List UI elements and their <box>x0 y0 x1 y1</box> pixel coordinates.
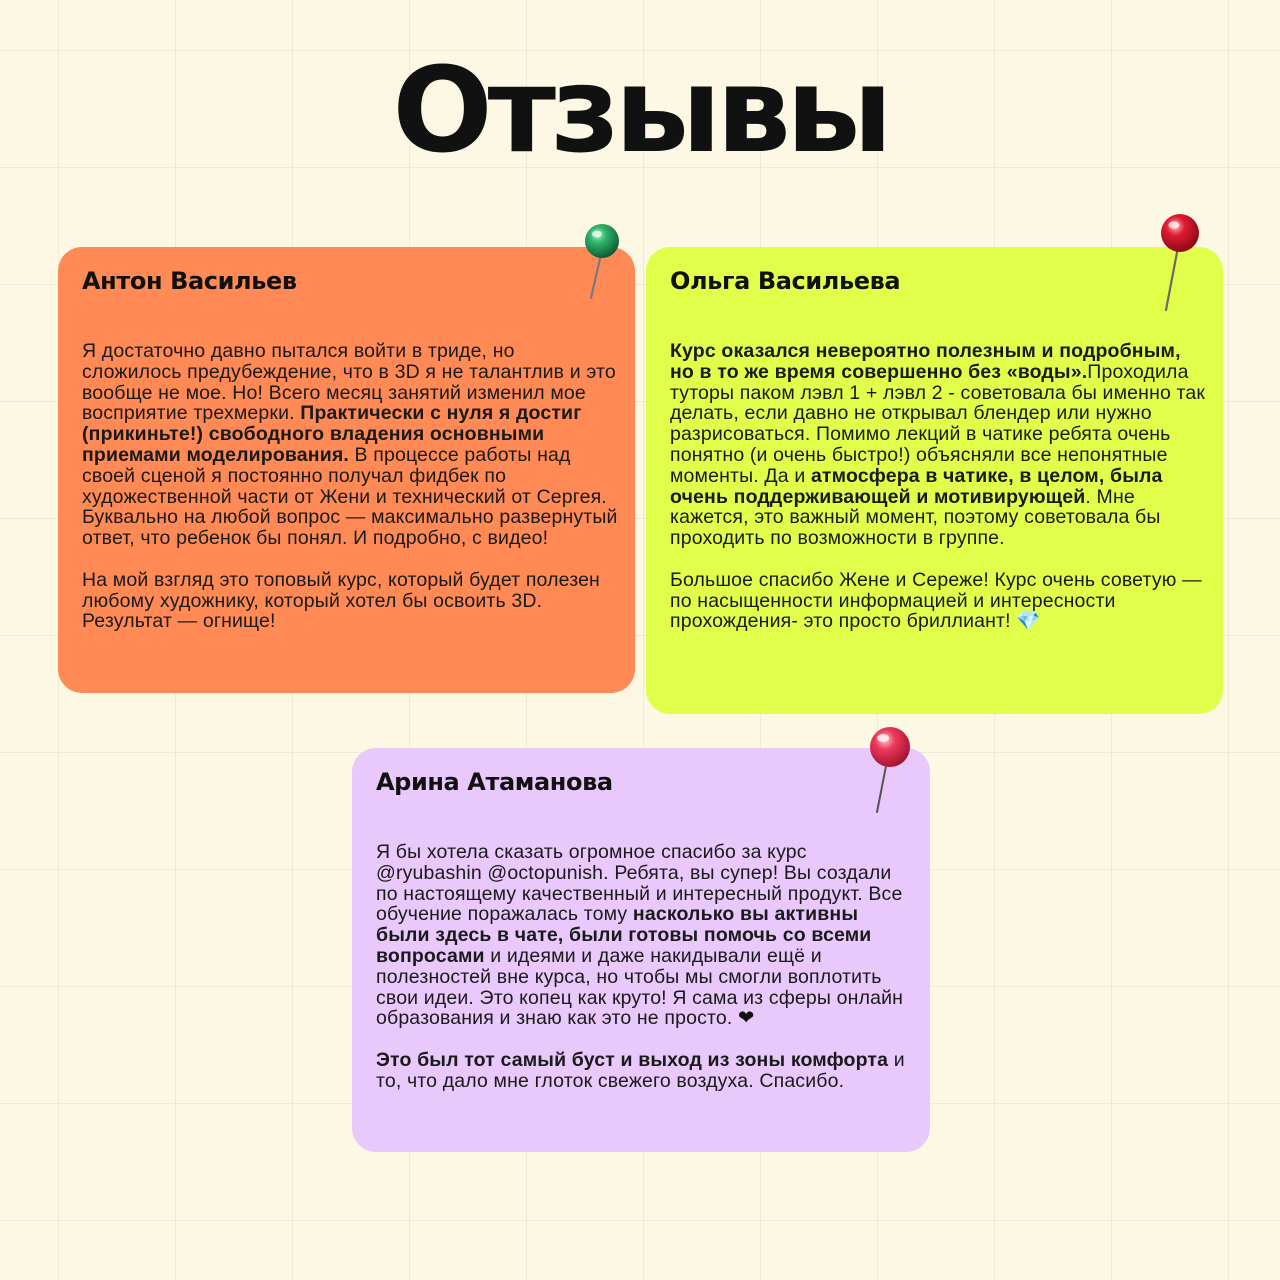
review-paragraph <box>82 341 619 549</box>
reviewer-name: Антон Васильев <box>82 267 297 295</box>
review-highlight: Это был тот самый буст и выход из зоны комфорта <box>376 1048 889 1071</box>
reviewer-name: Ольга Васильева <box>670 267 901 295</box>
review-highlight: Практически с нуля я достиг (прикиньте!) свободного владения основными приемами моделирования. <box>82 402 582 466</box>
red-pushpin-icon <box>1150 210 1210 320</box>
review-card-olga <box>646 247 1223 714</box>
review-text-span: Большое спасибо Жене и Сереже! Курс очень советую — по насыщенности информацией и интересности прохождения- это просто бриллиант! <box>670 568 1202 633</box>
review-highlight: Курс оказался невероятно полезным и подробным, но в то же время совершенно без «воды». <box>670 340 1181 383</box>
review-highlight: насколько вы активны были здесь в чате, были готовы помочь со всеми вопросами <box>376 903 872 967</box>
review-highlight: атмосфера в чатике, в целом, была очень поддерживающей и мотивирующей <box>670 464 1163 508</box>
review-text-span: Проходила туторы паком лэвл 1 + лэвл 2 - советовала бы именно так делать, если давно не открывал блендер или нужно разрисоваться. Помимо лекций в чатике ребята очень понятно (и очень быстро!) объясняли все непонятные моменты. Да и <box>670 360 1206 487</box>
review-text-span: В процессе работы над своей сценой я постоянно получал фидбек по художественной части от Жени и технический от Сергея. Буквально на любой вопрос — максимально развернутый ответ, что ребенок бы понял. И подробно, с видео! <box>82 443 618 550</box>
review-text-span: . Мне кажется, это важный момент, поэтому советовала бы проходить по возможности в группе. <box>670 485 1161 550</box>
heart-icon: ❤ <box>737 1007 755 1030</box>
page-title: Отзывы <box>392 41 888 179</box>
reviewer-name: Арина Атаманова <box>376 768 613 796</box>
review-text-span: и идеями и даже накидывали ещё и полезностей вне курса, но чтобы мы смогли воплотить свои идеи. Это копец как круто! Я сама из сферы онлайн образования и знаю как это не просто. <box>376 944 904 1030</box>
review-text-span: и то, что дало мне глоток свежего воздуха. Спасибо. <box>376 1048 905 1092</box>
review-paragraph <box>670 341 1207 549</box>
gem-icon: 💎 <box>1016 610 1041 633</box>
review-text-span: Я бы хотела сказать огромное спасибо за курс @ryubashin @octopunish. Ребята, вы супер! Вы создали по настоящему качественный и интересный продукт. Все обучение поражалась тому <box>376 841 903 926</box>
review-card-arina <box>352 748 930 1152</box>
review-card-anton <box>58 247 635 693</box>
review-paragraph: На мой взгляд это топовый курс, который будет полезен любому художнику, который хотел бы освоить 3D. Результат — огнище! <box>82 568 600 633</box>
review-text <box>376 842 914 1092</box>
review-text <box>82 341 619 632</box>
pink-pushpin-icon <box>860 722 920 832</box>
green-pushpin-icon <box>572 220 632 330</box>
review-text <box>670 341 1207 632</box>
review-text-span: Я достаточно давно пытался войти в триде, но сложилось предубеждение, что в 3D я не талантлив и это вообще не мое. Но! Всего месяц занятий изменил мое восприятие трехмерки. <box>82 340 616 425</box>
review-paragraph <box>670 570 1207 632</box>
review-paragraph <box>376 842 914 1029</box>
review-paragraph <box>376 1050 914 1092</box>
